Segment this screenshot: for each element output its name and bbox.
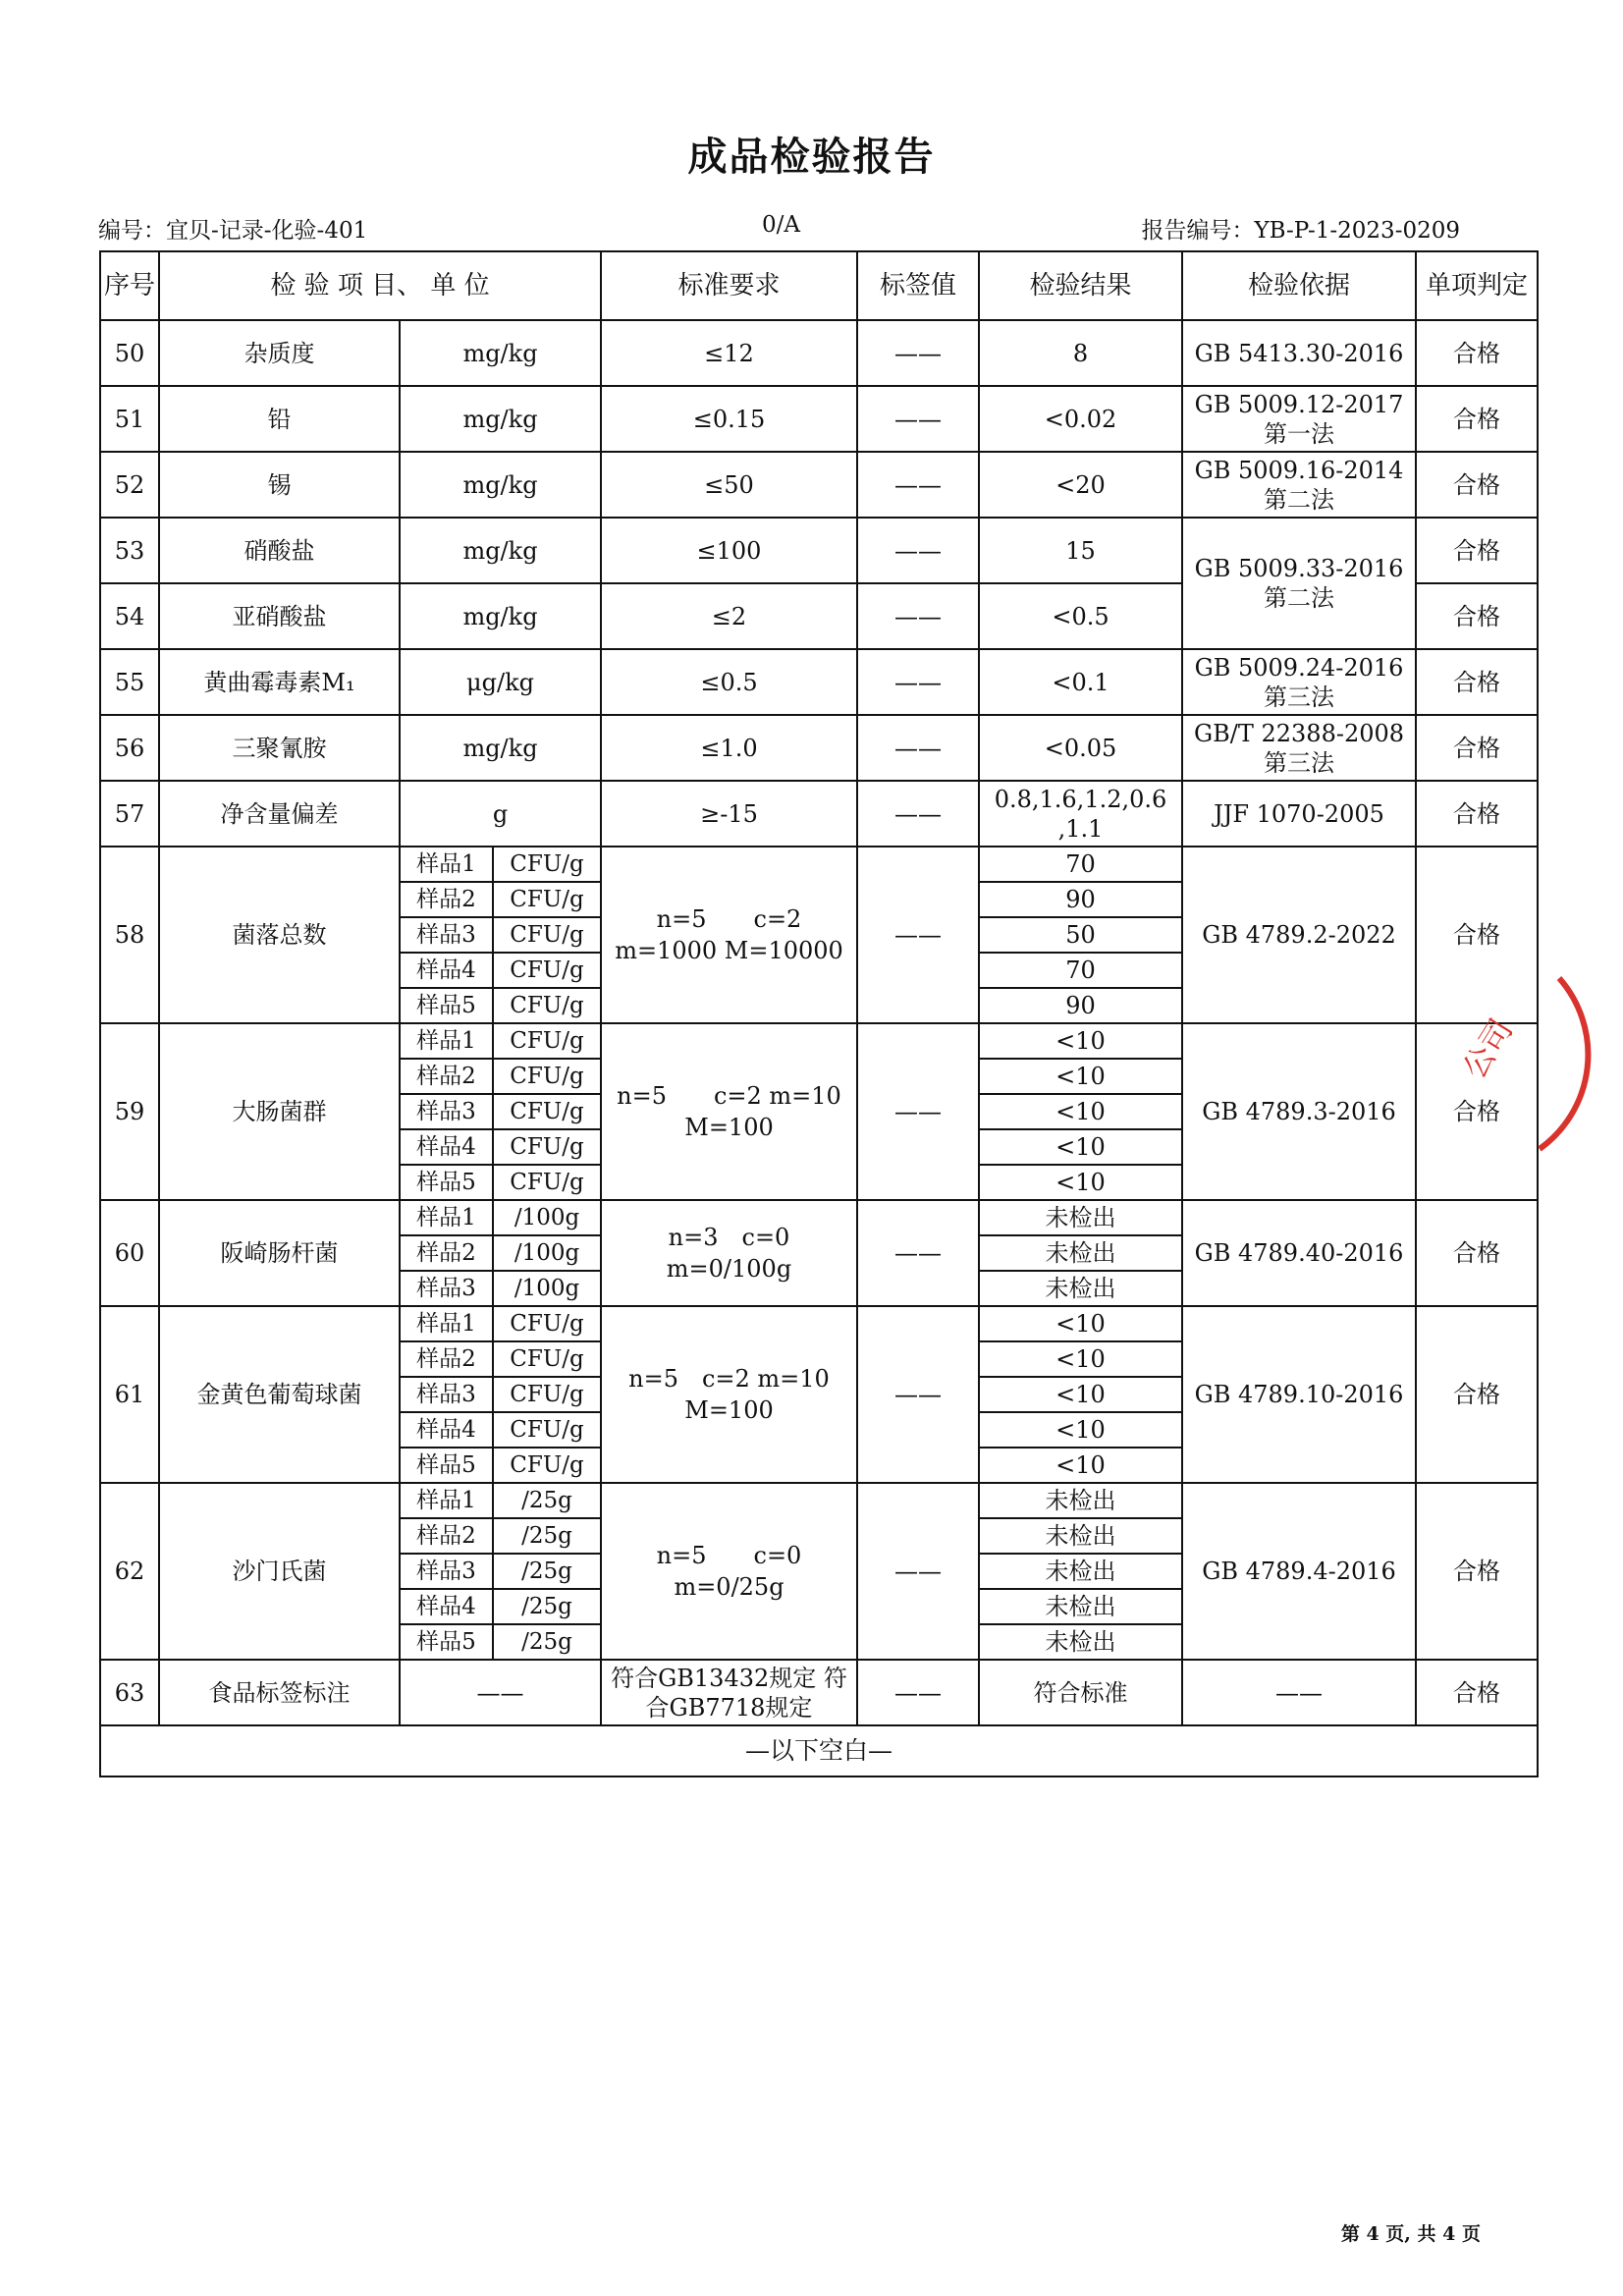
sample-unit: /25g xyxy=(493,1554,601,1589)
row-standard: ≤0.15 xyxy=(601,386,857,452)
sample-unit: CFU/g xyxy=(493,1306,601,1341)
row-seq: 54 xyxy=(100,583,159,649)
table-header-row xyxy=(100,251,1538,320)
sample-unit: CFU/g xyxy=(493,1129,601,1165)
header-judgement: 单项判定 xyxy=(1416,251,1538,320)
sample-name: 样品5 xyxy=(400,1624,493,1660)
row-standard: ≤1.0 xyxy=(601,715,857,781)
sample-row xyxy=(100,1023,1538,1059)
row-standard: ≤2 xyxy=(601,583,857,649)
row-standard: ≤12 xyxy=(601,320,857,386)
sample-name: 样品4 xyxy=(400,953,493,988)
table-body xyxy=(100,320,1538,1777)
table-row xyxy=(100,715,1538,781)
sample-row xyxy=(100,1306,1538,1341)
group-seq: 60 xyxy=(100,1200,159,1306)
row-label-value: —— xyxy=(857,715,979,781)
sample-result: <10 xyxy=(979,1306,1182,1341)
group-judgement: 合格 xyxy=(1416,847,1538,1023)
row-unit: mg/kg xyxy=(400,386,601,452)
sample-name: 样品5 xyxy=(400,988,493,1023)
sample-name: 样品4 xyxy=(400,1129,493,1165)
sample-unit: /25g xyxy=(493,1589,601,1624)
group-item: 大肠菌群 xyxy=(159,1023,400,1200)
sample-result: 90 xyxy=(979,882,1182,917)
group-standard: n=5 c=2 m=10 M=100 xyxy=(601,1023,857,1200)
group-basis: GB 4789.10-2016 xyxy=(1182,1306,1416,1483)
group-basis: GB 4789.40-2016 xyxy=(1182,1200,1416,1306)
row-seq: 57 xyxy=(100,781,159,847)
sample-result: 未检出 xyxy=(979,1589,1182,1624)
row-label-value: —— xyxy=(857,649,979,715)
table-row xyxy=(100,1660,1538,1725)
row-result: 15 xyxy=(979,518,1182,583)
group-judgement: 合格 xyxy=(1416,1023,1538,1200)
group-standard: n=5 c=2 m=10 M=100 xyxy=(601,1306,857,1483)
sample-result: 未检出 xyxy=(979,1271,1182,1306)
row-result: <0.5 xyxy=(979,583,1182,649)
sample-name: 样品1 xyxy=(400,847,493,882)
row-unit: mg/kg xyxy=(400,715,601,781)
group-label-value: —— xyxy=(857,847,979,1023)
sample-result: 70 xyxy=(979,953,1182,988)
row-seq: 63 xyxy=(100,1660,159,1725)
sample-result: 未检出 xyxy=(979,1624,1182,1660)
row-unit: mg/kg xyxy=(400,452,601,518)
row-seq: 52 xyxy=(100,452,159,518)
sample-name: 样品5 xyxy=(400,1448,493,1483)
sample-result: <10 xyxy=(979,1412,1182,1448)
stamp-arc xyxy=(1540,978,1588,1149)
row-result: <0.02 xyxy=(979,386,1182,452)
sample-result: <10 xyxy=(979,1094,1182,1129)
row-basis: GB 5009.24-2016 第三法 xyxy=(1182,649,1416,715)
sample-result: 90 xyxy=(979,988,1182,1023)
sample-name: 样品5 xyxy=(400,1165,493,1200)
sample-name: 样品1 xyxy=(400,1023,493,1059)
group-basis: GB 4789.3-2016 xyxy=(1182,1023,1416,1200)
header-result: 检验结果 xyxy=(979,251,1182,320)
sample-name: 样品2 xyxy=(400,1235,493,1271)
sample-unit: CFU/g xyxy=(493,917,601,953)
group-item: 阪崎肠杆菌 xyxy=(159,1200,400,1306)
row-judgement: 合格 xyxy=(1416,320,1538,386)
sample-row xyxy=(100,847,1538,882)
sample-unit: CFU/g xyxy=(493,988,601,1023)
sample-unit: CFU/g xyxy=(493,1448,601,1483)
sample-name: 样品2 xyxy=(400,1518,493,1554)
row-seq: 55 xyxy=(100,649,159,715)
row-standard: ≤50 xyxy=(601,452,857,518)
sample-name: 样品3 xyxy=(400,1271,493,1306)
sample-name: 样品3 xyxy=(400,917,493,953)
header-label-value: 标签值 xyxy=(857,251,979,320)
table-row xyxy=(100,386,1538,452)
group-label-value: —— xyxy=(857,1483,979,1660)
row-item: 铅 xyxy=(159,386,400,452)
sample-name: 样品4 xyxy=(400,1589,493,1624)
row-basis: —— xyxy=(1182,1660,1416,1725)
table-row xyxy=(100,320,1538,386)
sample-name: 样品3 xyxy=(400,1377,493,1412)
row-unit: mg/kg xyxy=(400,320,601,386)
sample-name: 样品4 xyxy=(400,1412,493,1448)
row-result: <0.1 xyxy=(979,649,1182,715)
sample-unit: /25g xyxy=(493,1624,601,1660)
row-standard: ≤100 xyxy=(601,518,857,583)
row-result: 8 xyxy=(979,320,1182,386)
sample-unit: CFU/g xyxy=(493,882,601,917)
row-result: 0.8,1.6,1.2,0.6 ,1.1 xyxy=(979,781,1182,847)
group-basis: GB 4789.2-2022 xyxy=(1182,847,1416,1023)
sample-unit: CFU/g xyxy=(493,847,601,882)
sample-result: 未检出 xyxy=(979,1554,1182,1589)
sample-unit: /100g xyxy=(493,1271,601,1306)
sample-unit: /100g xyxy=(493,1235,601,1271)
group-label-value: —— xyxy=(857,1023,979,1200)
group-seq: 58 xyxy=(100,847,159,1023)
row-unit: —— xyxy=(400,1660,601,1725)
group-label-value: —— xyxy=(857,1306,979,1483)
row-judgement: 合格 xyxy=(1416,583,1538,649)
row-item: 净含量偏差 xyxy=(159,781,400,847)
sample-result: 未检出 xyxy=(979,1235,1182,1271)
sample-result: 未检出 xyxy=(979,1200,1182,1235)
row-judgement: 合格 xyxy=(1416,649,1538,715)
row-label-value: —— xyxy=(857,583,979,649)
row-item: 黄曲霉毒素M₁ xyxy=(159,649,400,715)
sample-result: <10 xyxy=(979,1129,1182,1165)
page-number: 第 4 页, 共 4 页 xyxy=(1340,2223,1481,2245)
header-item-unit: 检 验 项 目、 单 位 xyxy=(159,251,601,320)
sample-result: 70 xyxy=(979,847,1182,882)
row-result: 符合标准 xyxy=(979,1660,1182,1725)
sample-result: <10 xyxy=(979,1341,1182,1377)
sample-name: 样品1 xyxy=(400,1483,493,1518)
group-label-value: —— xyxy=(857,1200,979,1306)
sample-name: 样品1 xyxy=(400,1200,493,1235)
row-item: 杂质度 xyxy=(159,320,400,386)
sample-row xyxy=(100,1200,1538,1235)
row-item: 硝酸盐 xyxy=(159,518,400,583)
sample-result: <10 xyxy=(979,1377,1182,1412)
row-judgement: 合格 xyxy=(1416,781,1538,847)
report-number: 报告编号：YB-P-1-2023-0209 xyxy=(1141,218,1460,244)
row-label-value: —— xyxy=(857,781,979,847)
sample-result: <10 xyxy=(979,1059,1182,1094)
row-standard: 符合GB13432规定 符合GB7718规定 xyxy=(601,1660,857,1725)
group-seq: 61 xyxy=(100,1306,159,1483)
sample-name: 样品2 xyxy=(400,1059,493,1094)
group-standard: n=3 c=0 m=0/100g xyxy=(601,1200,857,1306)
table-row xyxy=(100,452,1538,518)
sample-result: <10 xyxy=(979,1165,1182,1200)
row-basis: GB 5009.16-2014 第二法 xyxy=(1182,452,1416,518)
sample-unit: CFU/g xyxy=(493,1023,601,1059)
row-basis: GB 5009.33-2016 第二法 xyxy=(1182,518,1416,649)
group-standard: n=5 c=0 m=0/25g xyxy=(601,1483,857,1660)
row-standard: ≥-15 xyxy=(601,781,857,847)
row-seq: 50 xyxy=(100,320,159,386)
row-label-value: —— xyxy=(857,518,979,583)
sample-row xyxy=(100,1483,1538,1518)
row-judgement: 合格 xyxy=(1416,1660,1538,1725)
sample-result: <10 xyxy=(979,1023,1182,1059)
group-judgement: 合格 xyxy=(1416,1200,1538,1306)
sample-unit: /25g xyxy=(493,1518,601,1554)
sample-unit: CFU/g xyxy=(493,1059,601,1094)
table-row xyxy=(100,649,1538,715)
group-seq: 59 xyxy=(100,1023,159,1200)
group-judgement: 合格 xyxy=(1416,1483,1538,1660)
row-seq: 51 xyxy=(100,386,159,452)
sample-unit: CFU/g xyxy=(493,1341,601,1377)
group-item: 菌落总数 xyxy=(159,847,400,1023)
group-seq: 62 xyxy=(100,1483,159,1660)
sample-name: 样品3 xyxy=(400,1094,493,1129)
group-item: 沙门氏菌 xyxy=(159,1483,400,1660)
row-seq: 53 xyxy=(100,518,159,583)
table-row xyxy=(100,781,1538,847)
row-unit: μg/kg xyxy=(400,649,601,715)
sample-name: 样品1 xyxy=(400,1306,493,1341)
row-unit: mg/kg xyxy=(400,518,601,583)
sample-unit: /25g xyxy=(493,1483,601,1518)
sample-name: 样品2 xyxy=(400,882,493,917)
row-seq: 56 xyxy=(100,715,159,781)
row-judgement: 合格 xyxy=(1416,715,1538,781)
group-judgement: 合格 xyxy=(1416,1306,1538,1483)
footer-row xyxy=(100,1725,1538,1777)
header-basis: 检验依据 xyxy=(1182,251,1416,320)
row-item: 亚硝酸盐 xyxy=(159,583,400,649)
row-basis: JJF 1070-2005 xyxy=(1182,781,1416,847)
sample-name: 样品3 xyxy=(400,1554,493,1589)
sample-unit: CFU/g xyxy=(493,1094,601,1129)
sample-unit: CFU/g xyxy=(493,1377,601,1412)
sample-unit: /100g xyxy=(493,1200,601,1235)
group-basis: GB 4789.4-2016 xyxy=(1182,1483,1416,1660)
group-standard: n=5 c=2 m=1000 M=10000 xyxy=(601,847,857,1023)
row-result: <20 xyxy=(979,452,1182,518)
header-standard: 标准要求 xyxy=(601,251,857,320)
row-unit: mg/kg xyxy=(400,583,601,649)
row-judgement: 合格 xyxy=(1416,452,1538,518)
table-row xyxy=(100,518,1538,583)
row-result: <0.05 xyxy=(979,715,1182,781)
document-version: 0/A xyxy=(762,212,800,238)
row-label-value: —— xyxy=(857,386,979,452)
row-basis: GB/T 22388-2008 第三法 xyxy=(1182,715,1416,781)
row-label-value: —— xyxy=(857,452,979,518)
sample-name: 样品2 xyxy=(400,1341,493,1377)
row-item: 食品标签标注 xyxy=(159,1660,400,1725)
sample-unit: CFU/g xyxy=(493,1412,601,1448)
document-code: 编号：宜贝-记录-化验-401 xyxy=(98,218,368,244)
group-item: 金黄色葡萄球菌 xyxy=(159,1306,400,1483)
sample-result: 50 xyxy=(979,917,1182,953)
row-standard: ≤0.5 xyxy=(601,649,857,715)
row-label-value: —— xyxy=(857,320,979,386)
stamp-text: 公司 xyxy=(1455,1011,1521,1086)
row-judgement: 合格 xyxy=(1416,518,1538,583)
inspection-table xyxy=(99,250,1539,1777)
sample-unit: CFU/g xyxy=(493,1165,601,1200)
sample-result: 未检出 xyxy=(979,1483,1182,1518)
header-seq: 序号 xyxy=(100,251,159,320)
row-item: 锡 xyxy=(159,452,400,518)
row-basis: GB 5009.12-2017 第一法 xyxy=(1182,386,1416,452)
sample-result: <10 xyxy=(979,1448,1182,1483)
sample-unit: CFU/g xyxy=(493,953,601,988)
sample-result: 未检出 xyxy=(979,1518,1182,1554)
row-label-value: —— xyxy=(857,1660,979,1725)
report-title: 成品检验报告 xyxy=(687,134,936,180)
row-basis: GB 5413.30-2016 xyxy=(1182,320,1416,386)
row-unit: g xyxy=(400,781,601,847)
row-judgement: 合格 xyxy=(1416,386,1538,452)
blank-below-note: —以下空白— xyxy=(100,1725,1538,1777)
row-item: 三聚氰胺 xyxy=(159,715,400,781)
